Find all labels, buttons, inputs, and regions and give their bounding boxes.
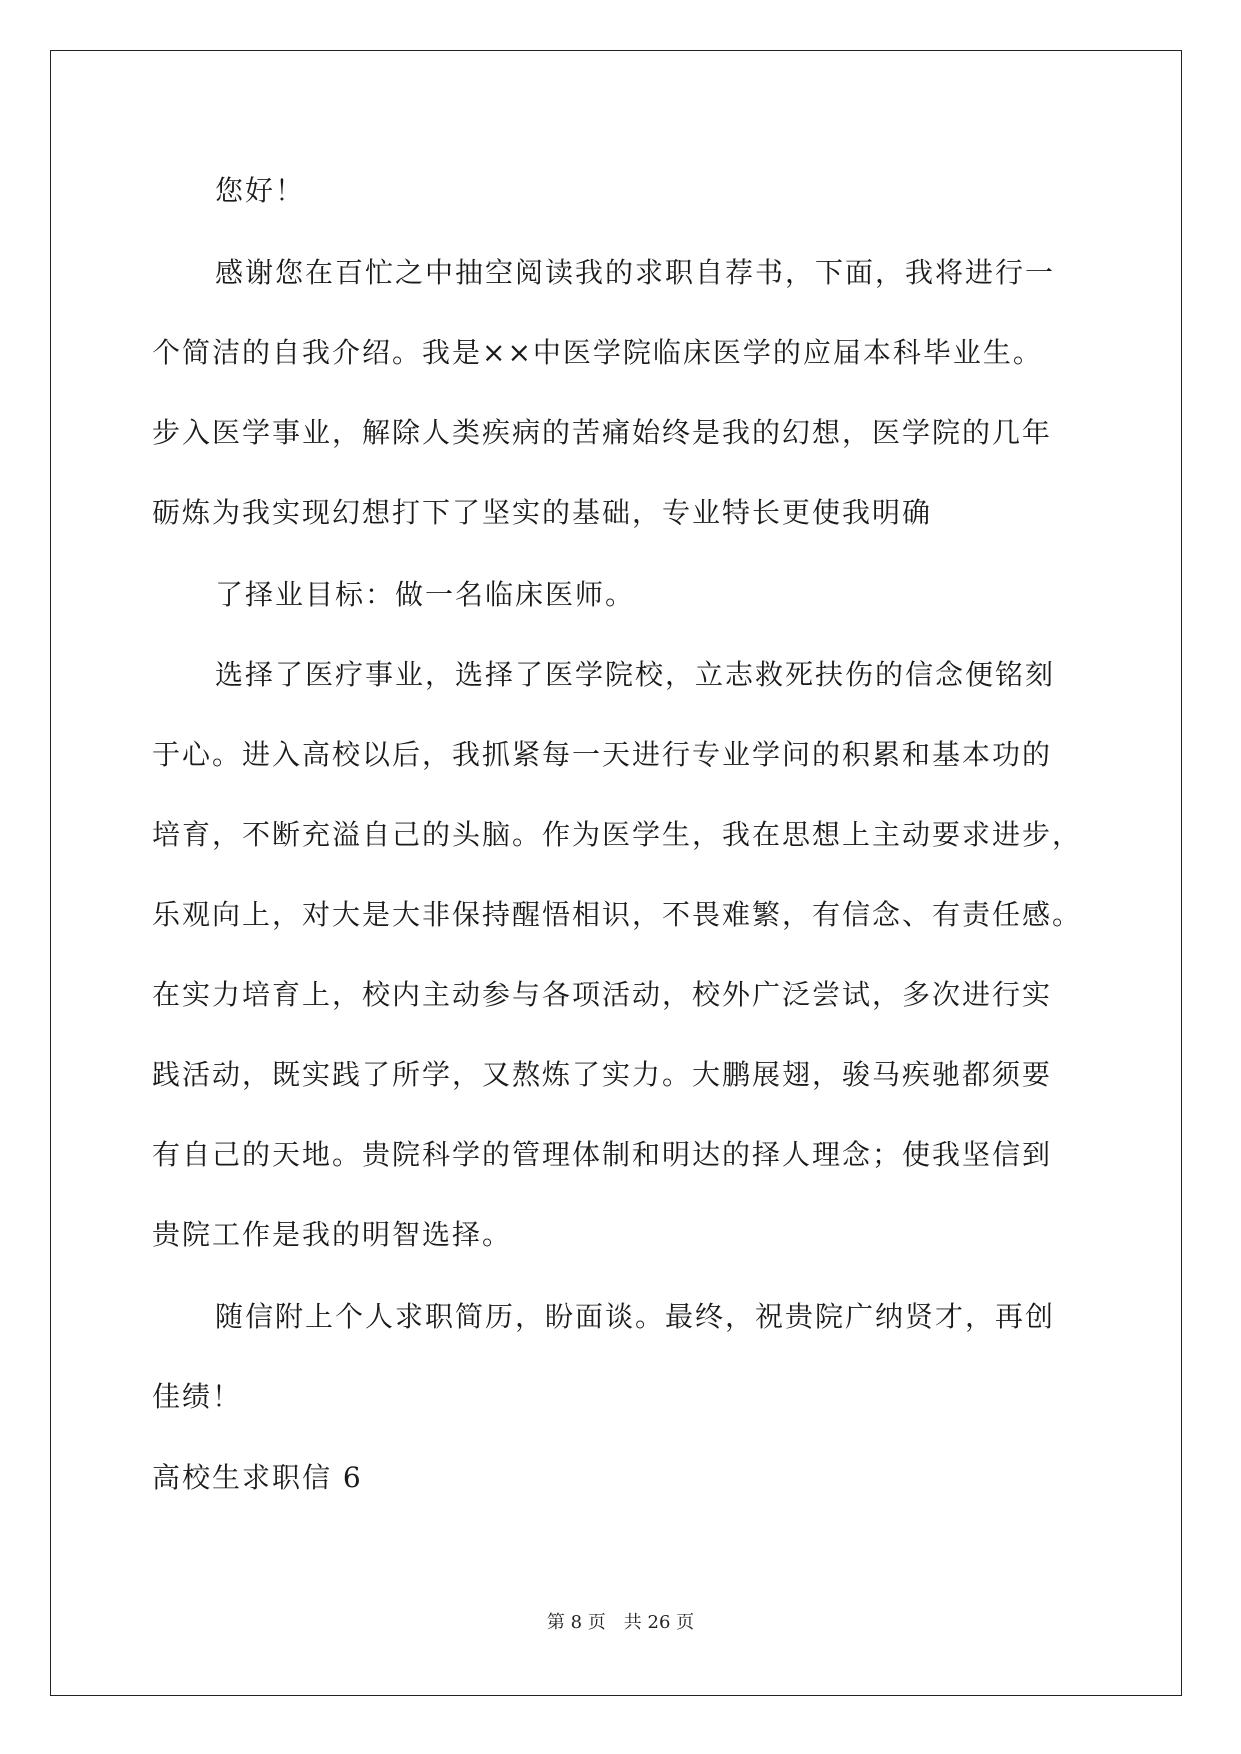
text-line: 有自己的天地。贵院科学的管理体制和明达的择人理念；使我坚信到 (152, 1138, 1053, 1171)
text-line: 乐观向上，对大是大非保持醒悟相识，不畏难繁，有信念、有责任感。 (152, 898, 1083, 931)
text-line: 在实力培育上，校内主动参与各项活动，校外广泛尝试，多次进行实 (152, 978, 1053, 1011)
page-border (50, 50, 1182, 1696)
page-number-footer: 第 8 页 共 26 页 (546, 1612, 695, 1633)
text-line: 于心。进入高校以后，我抓紧每一天进行专业学问的积累和基本功的 (152, 738, 1053, 771)
text-line: 砺炼为我实现幻想打下了坚实的基础，专业特长更使我明确 (152, 496, 933, 529)
text-line: 随信附上个人求职简历，盼面谈。最终，祝贵院广纳贤才，再创 (215, 1300, 1056, 1333)
text-line: 贵院工作是我的明智选择。 (152, 1218, 513, 1251)
text-line: 践活动，既实践了所学，又熬炼了实力。大鹏展翅，骏马疾驰都须要 (152, 1058, 1053, 1091)
text-line: 步入医学事业，解除人类疾病的苦痛始终是我的幻想，医学院的几年 (152, 416, 1053, 449)
text-line: 感谢您在百忙之中抽空阅读我的求职自荐书，下面，我将进行一 (215, 256, 1056, 289)
text-line: 个简洁的自我介绍。我是××中医学院临床医学的应届本科毕业生。 (152, 336, 1043, 369)
text-line: 选择了医疗事业，选择了医学院校，立志救死扶伤的信念便铭刻 (215, 658, 1056, 691)
text-line: 培育，不断充溢自己的头脑。作为医学生，我在思想上主动要求进步， (152, 818, 1083, 851)
text-line: 了择业目标：做一名临床医师。 (215, 578, 636, 611)
text-line: 您好！ (215, 174, 306, 207)
text-line: 佳绩！ (152, 1380, 243, 1413)
section-heading: 高校生求职信 6 (152, 1461, 363, 1494)
